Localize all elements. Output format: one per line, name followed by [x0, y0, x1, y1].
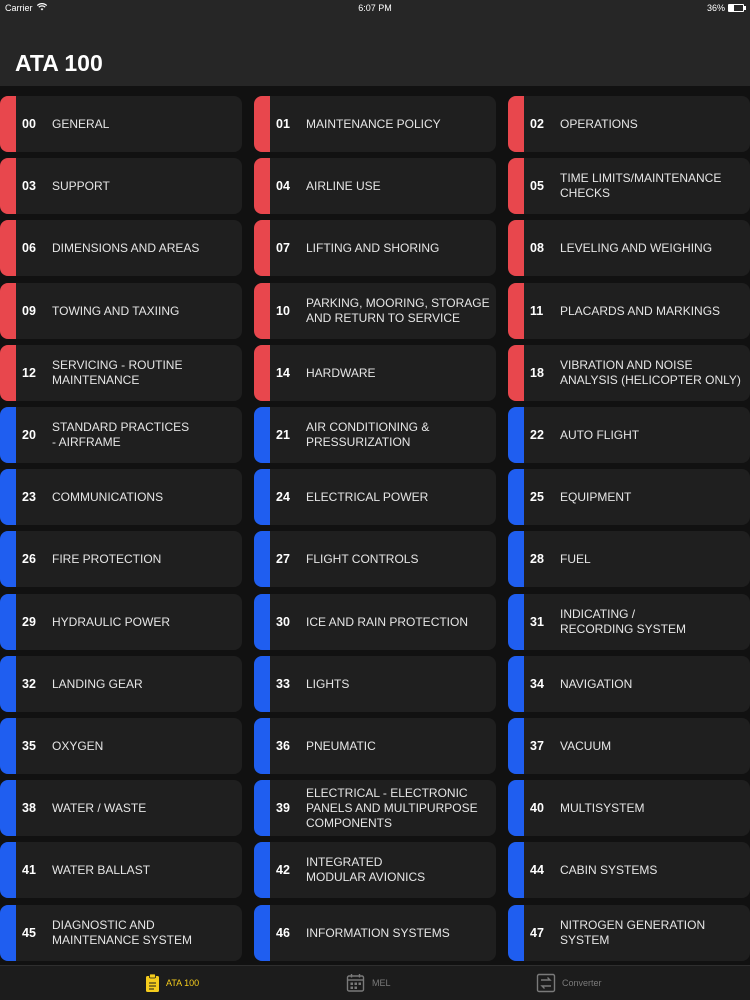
chapter-cell-03[interactable]	[0, 158, 242, 214]
chapter-number: 39	[276, 801, 290, 815]
chapter-number: 18	[530, 366, 544, 380]
chapter-label: FUEL	[560, 551, 591, 566]
chapter-cell-29[interactable]	[0, 594, 242, 650]
chapter-label: PNEUMATIC	[306, 738, 376, 753]
chapter-number: 14	[276, 366, 290, 380]
chapter-number: 25	[530, 490, 544, 504]
chapter-color-bar	[0, 96, 16, 152]
chapter-color-bar	[0, 594, 16, 650]
chapter-label: INDICATING / RECORDING SYSTEM	[560, 607, 687, 636]
chapter-number: 00	[22, 117, 36, 131]
chapter-color-bar	[254, 158, 270, 214]
chapter-label: LEVELING AND WEIGHING	[560, 240, 713, 255]
chapter-cell-18[interactable]	[508, 345, 750, 401]
chapter-cell-42[interactable]	[254, 842, 496, 898]
chapter-label: WATER BALLAST	[52, 862, 151, 877]
tab-label: MEL	[372, 978, 391, 988]
chapter-color-bar	[508, 345, 524, 401]
chapter-label: ICE AND RAIN PROTECTION	[306, 614, 469, 629]
chapter-label: AIR CONDITIONING & PRESSURIZATION	[306, 420, 430, 449]
chapter-number: 42	[276, 863, 290, 877]
chapter-color-bar	[0, 656, 16, 712]
chapter-number: 32	[22, 677, 36, 691]
chapter-cell-45[interactable]	[0, 905, 242, 961]
chapter-label: WATER / WASTE	[52, 800, 147, 815]
chapter-number: 09	[22, 304, 36, 318]
chapter-cell-21[interactable]	[254, 407, 496, 463]
chapter-label: ELECTRICAL POWER	[306, 489, 429, 504]
navigation-header	[0, 16, 750, 86]
chapter-cell-11[interactable]	[508, 283, 750, 339]
chapter-color-bar	[254, 345, 270, 401]
chapter-color-bar	[0, 345, 16, 401]
chapter-number: 26	[22, 552, 36, 566]
chapter-label: VIBRATION AND NOISE ANALYSIS (HELICOPTER ONLY)	[560, 358, 741, 387]
chapter-number: 05	[530, 179, 544, 193]
chapter-label: NAVIGATION	[560, 676, 633, 691]
chapter-number: 37	[530, 739, 544, 753]
chapter-color-bar	[0, 158, 16, 214]
chapter-cell-08[interactable]	[508, 220, 750, 276]
chapter-cell-12[interactable]	[0, 345, 242, 401]
chapter-cell-37[interactable]	[508, 718, 750, 774]
chapter-cell-09[interactable]	[0, 283, 242, 339]
chapter-cell-34[interactable]	[508, 656, 750, 712]
chapter-label: CABIN SYSTEMS	[560, 862, 658, 877]
chapter-color-bar	[254, 842, 270, 898]
chapter-cell-44[interactable]	[508, 842, 750, 898]
chapter-cell-07[interactable]	[254, 220, 496, 276]
chapter-number: 45	[22, 926, 36, 940]
chapter-label: FLIGHT CONTROLS	[306, 551, 419, 566]
chapter-label: LANDING GEAR	[52, 676, 143, 691]
chapter-color-bar	[254, 283, 270, 339]
chapter-number: 41	[22, 863, 36, 877]
chapter-color-bar	[508, 469, 524, 525]
page-title: ATA 100	[15, 50, 103, 76]
chapter-cell-35[interactable]	[0, 718, 242, 774]
chapter-color-bar	[508, 220, 524, 276]
chapter-cell-36[interactable]	[254, 718, 496, 774]
chapter-number: 03	[22, 179, 36, 193]
chapter-cell-40[interactable]	[508, 780, 750, 836]
chapter-number: 08	[530, 241, 544, 255]
chapter-number: 40	[530, 801, 544, 815]
chapter-color-bar	[254, 718, 270, 774]
chapter-cell-23[interactable]	[0, 469, 242, 525]
battery-percent: 36%	[706, 3, 725, 13]
chapter-color-bar	[0, 780, 16, 836]
chapter-number: 20	[22, 428, 36, 442]
chapter-number: 29	[22, 615, 36, 629]
chapter-cell-26[interactable]	[0, 531, 242, 587]
chapter-cell-22[interactable]	[508, 407, 750, 463]
chapter-label: VACUUM	[560, 738, 612, 753]
chapter-cell-00[interactable]	[0, 96, 242, 152]
chapter-label: AUTO FLIGHT	[560, 427, 640, 442]
chapter-color-bar	[0, 469, 16, 525]
chapter-color-bar	[254, 594, 270, 650]
chapter-cell-04[interactable]	[254, 158, 496, 214]
tab-mel[interactable]	[346, 966, 391, 1000]
chapter-color-bar	[254, 220, 270, 276]
chapter-label: TIME LIMITS/MAINTENANCE CHECKS	[560, 171, 722, 200]
chapter-cell-46[interactable]	[254, 905, 496, 961]
chapter-cell-33[interactable]	[254, 656, 496, 712]
chapter-color-bar	[508, 158, 524, 214]
chapter-color-bar	[508, 842, 524, 898]
chapter-color-bar	[254, 469, 270, 525]
chapter-cell-25[interactable]	[508, 469, 750, 525]
chapter-number: 46	[276, 926, 290, 940]
tab-ata-100[interactable]	[145, 966, 199, 1000]
chapter-cell-14[interactable]	[254, 345, 496, 401]
chapter-color-bar	[254, 780, 270, 836]
chapter-number: 36	[276, 739, 290, 753]
chapter-cell-06[interactable]	[0, 220, 242, 276]
chapter-label: INTEGRATED MODULAR AVIONICS	[306, 855, 426, 884]
chapter-label: NITROGEN GENERATION SYSTEM	[560, 918, 706, 947]
chapter-number: 02	[530, 117, 544, 131]
chapter-number: 38	[22, 801, 36, 815]
chapter-cell-27[interactable]	[254, 531, 496, 587]
chapter-number: 12	[22, 366, 36, 380]
chapter-color-bar	[508, 407, 524, 463]
chapter-label: MAINTENANCE POLICY	[306, 116, 441, 131]
chapter-label: PARKING, MOORING, STORAGE AND RETURN TO SERVICE	[306, 296, 490, 325]
chapter-number: 44	[530, 863, 544, 877]
chapter-label: OXYGEN	[52, 738, 104, 753]
chapter-color-bar	[508, 780, 524, 836]
chapter-number: 01	[276, 117, 290, 131]
chapter-label: HARDWARE	[306, 365, 376, 380]
chapter-number: 30	[276, 615, 290, 629]
carrier-label: Carrier	[5, 3, 33, 13]
converter-icon	[536, 973, 562, 993]
chapter-cell-20[interactable]	[0, 407, 242, 463]
chapter-color-bar	[508, 905, 524, 961]
chapter-label: ELECTRICAL - ELECTRONIC PANELS AND MULTIPURPOSE COMPONENTS	[306, 785, 478, 830]
chapter-cell-41[interactable]	[0, 842, 242, 898]
chapter-color-bar	[254, 905, 270, 961]
chapter-cell-39[interactable]	[254, 780, 496, 836]
chapter-number: 23	[22, 490, 36, 504]
chapter-cell-28[interactable]	[508, 531, 750, 587]
chapter-grid	[0, 96, 750, 964]
chapter-label: STANDARD PRACTICES - AIRFRAME	[52, 420, 190, 449]
chapter-color-bar	[508, 656, 524, 712]
chapter-label: SERVICING - ROUTINE MAINTENANCE	[52, 358, 183, 387]
chapter-color-bar	[0, 283, 16, 339]
chapter-label: DIMENSIONS AND AREAS	[52, 240, 200, 255]
tab-bar	[0, 965, 750, 1000]
status-time: 6:07 PM	[358, 3, 392, 13]
chapter-label: MULTISYSTEM	[560, 800, 645, 815]
chapter-number: 28	[530, 552, 544, 566]
chapter-number: 04	[276, 179, 290, 193]
chapter-cell-38[interactable]	[0, 780, 242, 836]
chapter-color-bar	[0, 842, 16, 898]
tab-converter[interactable]	[536, 966, 602, 1000]
clipboard-icon	[145, 973, 166, 993]
chapter-color-bar	[254, 407, 270, 463]
chapter-cell-47[interactable]	[508, 905, 750, 961]
chapter-cell-10[interactable]	[254, 283, 496, 339]
battery-icon	[728, 4, 744, 12]
chapter-number: 24	[276, 490, 290, 504]
chapter-label: FIRE PROTECTION	[52, 551, 162, 566]
chapter-color-bar	[0, 905, 16, 961]
chapter-color-bar	[508, 96, 524, 152]
chapter-label: INFORMATION SYSTEMS	[306, 925, 450, 940]
chapter-label: PLACARDS AND MARKINGS	[560, 303, 721, 318]
chapter-number: 33	[276, 677, 290, 691]
chapter-number: 21	[276, 428, 290, 442]
chapter-label: COMMUNICATIONS	[52, 489, 164, 504]
chapter-color-bar	[0, 531, 16, 587]
calendar-icon	[346, 973, 372, 993]
tab-label: ATA 100	[166, 978, 200, 988]
chapter-label: DIAGNOSTIC AND MAINTENANCE SYSTEM	[52, 918, 193, 947]
chapter-number: 35	[22, 739, 36, 753]
chapter-color-bar	[508, 531, 524, 587]
chapter-number: 11	[530, 304, 544, 318]
chapter-number: 47	[530, 926, 544, 940]
tab-label: Converter	[562, 978, 602, 988]
chapter-label: LIGHTS	[306, 676, 350, 691]
chapter-color-bar	[254, 531, 270, 587]
chapter-color-bar	[254, 656, 270, 712]
chapter-cell-31[interactable]	[508, 594, 750, 650]
chapter-cell-30[interactable]	[254, 594, 496, 650]
chapter-cell-01[interactable]	[254, 96, 496, 152]
chapter-number: 27	[276, 552, 290, 566]
chapter-label: GENERAL	[52, 116, 110, 131]
chapter-color-bar	[0, 407, 16, 463]
chapter-cell-32[interactable]	[0, 656, 242, 712]
chapter-label: AIRLINE USE	[306, 178, 381, 193]
chapter-number: 34	[530, 677, 544, 691]
chapter-number: 10	[276, 304, 290, 318]
chapter-color-bar	[508, 594, 524, 650]
status-right	[707, 3, 744, 13]
chapter-cell-24[interactable]	[254, 469, 496, 525]
chapter-cell-02[interactable]	[508, 96, 750, 152]
chapter-label: OPERATIONS	[560, 116, 638, 131]
chapter-number: 06	[22, 241, 36, 255]
chapter-number: 31	[530, 615, 544, 629]
chapter-color-bar	[508, 283, 524, 339]
chapter-label: EQUIPMENT	[560, 489, 632, 504]
chapter-label: LIFTING AND SHORING	[306, 240, 440, 255]
chapter-label: TOWING AND TAXIING	[52, 303, 180, 318]
chapter-label: HYDRAULIC POWER	[52, 614, 171, 629]
chapter-number: 22	[530, 428, 544, 442]
chapter-color-bar	[0, 718, 16, 774]
chapter-label: SUPPORT	[52, 178, 110, 193]
chapter-color-bar	[254, 96, 270, 152]
status-bar	[0, 0, 750, 16]
chapter-color-bar	[0, 220, 16, 276]
chapter-cell-05[interactable]	[508, 158, 750, 214]
chapter-number: 07	[276, 241, 290, 255]
chapter-color-bar	[508, 718, 524, 774]
